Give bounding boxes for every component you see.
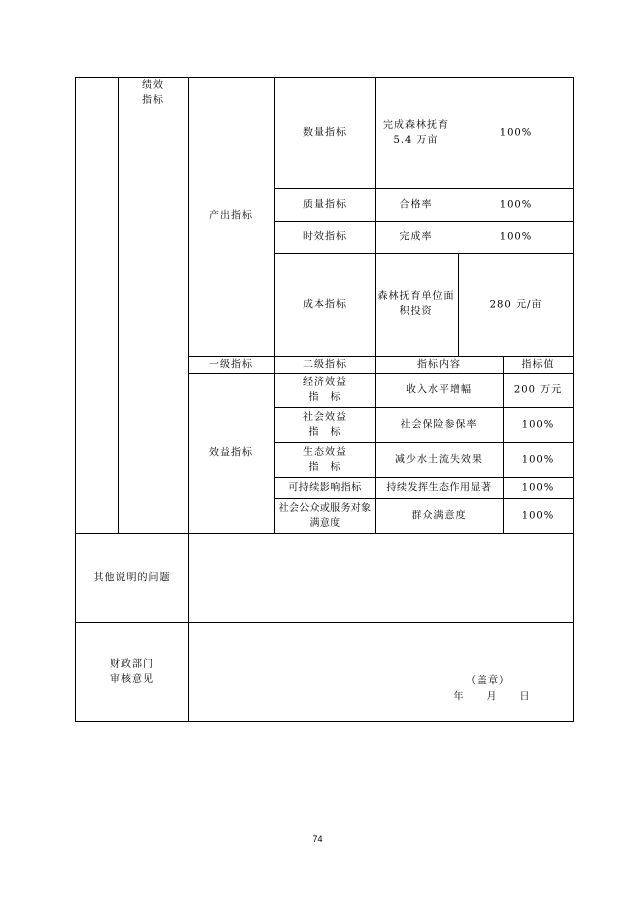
indicator-content-quantity: 完成森林抚育 5.4 万亩 — [383, 120, 449, 146]
indicator-content-ecological: 减少水土流失效果 — [395, 454, 483, 466]
indicator-content-quality: 合格率 — [399, 199, 433, 211]
secondary-indicator-sustainable: 可持续影响指标 — [288, 482, 362, 494]
row-divider — [274, 407, 574, 408]
indicator-value-quantity: 100% — [499, 127, 533, 139]
col-divider — [458, 253, 459, 356]
row-divider — [274, 253, 574, 254]
other-issues-label: 其他说明的问题 — [93, 572, 171, 584]
seal-text: （盖章） — [466, 675, 510, 687]
indicator-content-timeliness: 完成率 — [399, 231, 433, 243]
table-border-bottom — [75, 721, 574, 722]
col-divider — [118, 77, 119, 533]
secondary-indicator-ecological: 生态效益 指 标 — [303, 447, 347, 473]
indicator-value-social: 100% — [521, 419, 555, 431]
secondary-indicator-satisfaction: 社会公众或服务对象 满意度 — [278, 503, 372, 529]
output-indicator-label: 产出指标 — [209, 210, 253, 222]
secondary-indicator-economic: 经济效益 指 标 — [303, 377, 347, 403]
col-divider — [188, 77, 189, 722]
col-divider — [274, 77, 275, 533]
indicator-content-sustainable: 持续发挥生态作用显著 — [386, 482, 492, 494]
performance-indicator-label: 绩效 指标 — [142, 80, 164, 106]
indicator-value-cost: 280 元/亩 — [489, 299, 543, 311]
col-divider — [503, 356, 504, 533]
indicator-value-ecological: 100% — [521, 454, 555, 466]
secondary-indicator-quality: 质量指标 — [303, 199, 347, 211]
secondary-indicator-social: 社会效益 指 标 — [303, 412, 347, 438]
indicator-value-timeliness: 100% — [499, 231, 533, 243]
header-indicator-content: 指标内容 — [417, 359, 461, 371]
row-divider — [274, 221, 574, 222]
indicator-content-social: 社会保险参保率 — [400, 419, 478, 431]
row-divider — [274, 498, 574, 499]
row-divider — [75, 533, 574, 534]
page-number: 74 — [312, 834, 323, 844]
indicator-content-cost: 森林抚育单位面 积投资 — [377, 291, 455, 317]
col-divider — [375, 77, 376, 533]
indicator-content-economic: 收入水平增幅 — [406, 384, 472, 396]
header-indicator-value: 指标值 — [521, 359, 555, 371]
header-primary-indicator: 一级指标 — [209, 359, 253, 371]
date-text: 年 月 日 — [453, 691, 531, 703]
row-divider — [188, 373, 574, 374]
secondary-indicator-cost: 成本指标 — [303, 299, 347, 311]
indicator-value-economic: 200 万元 — [513, 384, 563, 396]
row-divider — [75, 622, 574, 623]
header-secondary-indicator: 二级指标 — [303, 359, 347, 371]
finance-review-label: 财政部门 审核意见 — [110, 659, 154, 685]
row-divider — [274, 188, 574, 189]
benefit-indicator-label: 效益指标 — [209, 447, 253, 459]
secondary-indicator-quantity: 数量指标 — [303, 127, 347, 139]
indicator-value-quality: 100% — [499, 199, 533, 211]
table-border-left — [75, 77, 76, 722]
row-divider — [274, 477, 574, 478]
table-border-right — [573, 77, 574, 722]
indicator-value-sustainable: 100% — [521, 482, 555, 494]
indicator-content-satisfaction: 群众满意度 — [411, 510, 467, 522]
indicator-value-satisfaction: 100% — [521, 510, 555, 522]
row-divider — [274, 442, 574, 443]
secondary-indicator-timeliness: 时效指标 — [303, 231, 347, 243]
